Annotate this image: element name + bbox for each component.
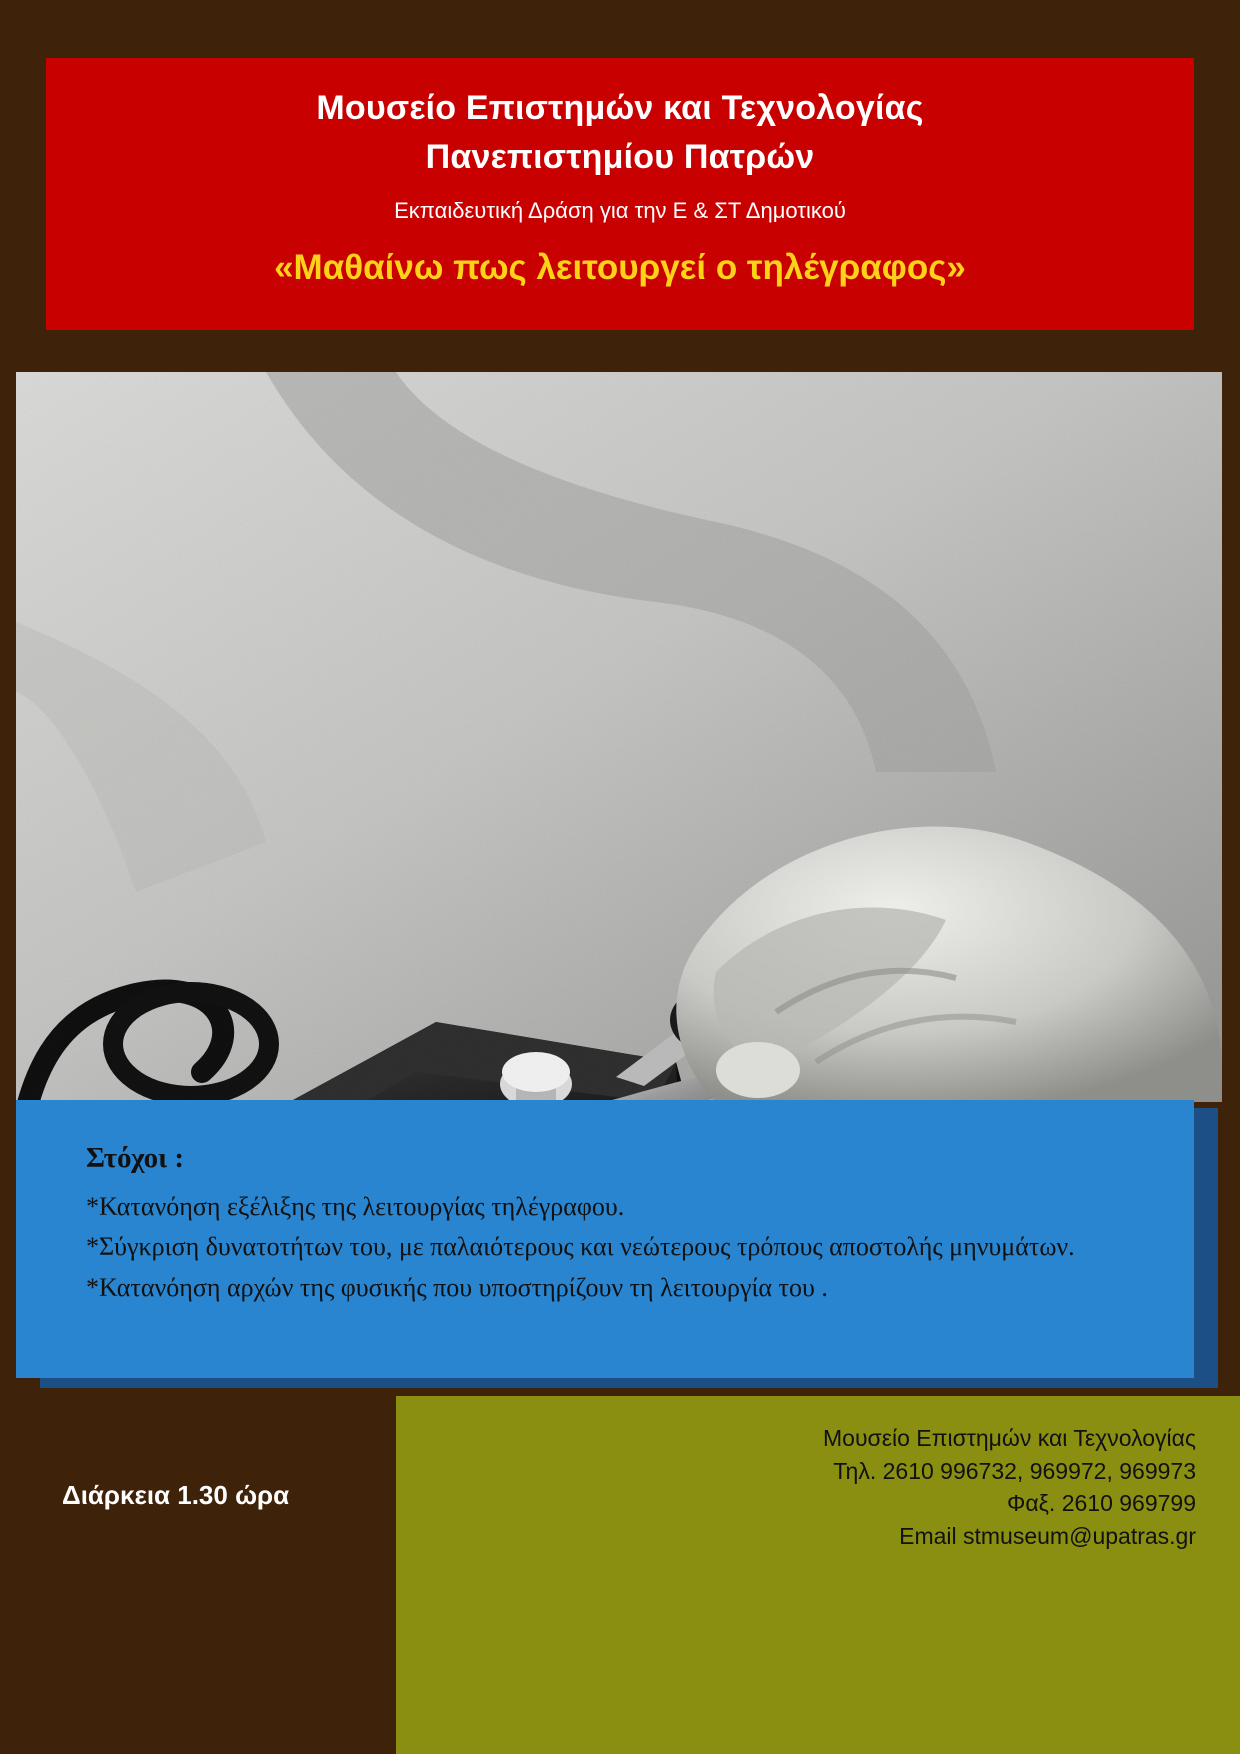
objectives-block: [16, 1100, 1194, 1378]
museum-title-line1: Μουσείο Επιστημών και Τεχνολογίας: [316, 89, 924, 127]
objective-item-1: *Κατανόηση εξέλιξης της λειτουργίας τηλέγραφου.: [86, 1192, 625, 1221]
museum-title-line2: Πανεπιστημίου Πατρών: [425, 138, 815, 177]
contact-phone: Τηλ. 2610 996732, 969972, 969973: [833, 1457, 1196, 1484]
header-banner: [46, 58, 1194, 330]
objectives-title: Στόχοι :: [86, 1142, 185, 1174]
header-subtitle: Εκπαιδευτική Δράση για την Ε & ΣΤ Δημοτικού: [394, 197, 846, 223]
objective-item-2: *Σύγκριση δυνατοτήτων του, με παλαιότερους και νεώτερους τρόπους αποστολής μηνυμάτων.: [86, 1232, 1075, 1262]
footer-contact-panel: [396, 1396, 1240, 1754]
contact-fax: Φαξ. 2610 969799: [1006, 1490, 1196, 1517]
telegraph-photo-illustration: [16, 372, 1222, 1102]
telegraph-photo: [16, 372, 1222, 1102]
contact-email: Email stmuseum@upatras.gr: [899, 1522, 1196, 1549]
contact-museum-name: Μουσείο Επιστημών και Τεχνολογίας: [823, 1425, 1196, 1451]
objective-item-3: *Κατανόηση αρχών της φυσικής που υποστηρίζουν τη λειτουργία του .: [86, 1272, 828, 1302]
duration-label: Διάρκεια 1.30 ώρα: [62, 1480, 290, 1510]
activity-title: «Μαθαίνω πως λειτουργεί ο τηλέγραφος»: [274, 248, 966, 288]
footer-left-panel: [0, 1396, 396, 1754]
